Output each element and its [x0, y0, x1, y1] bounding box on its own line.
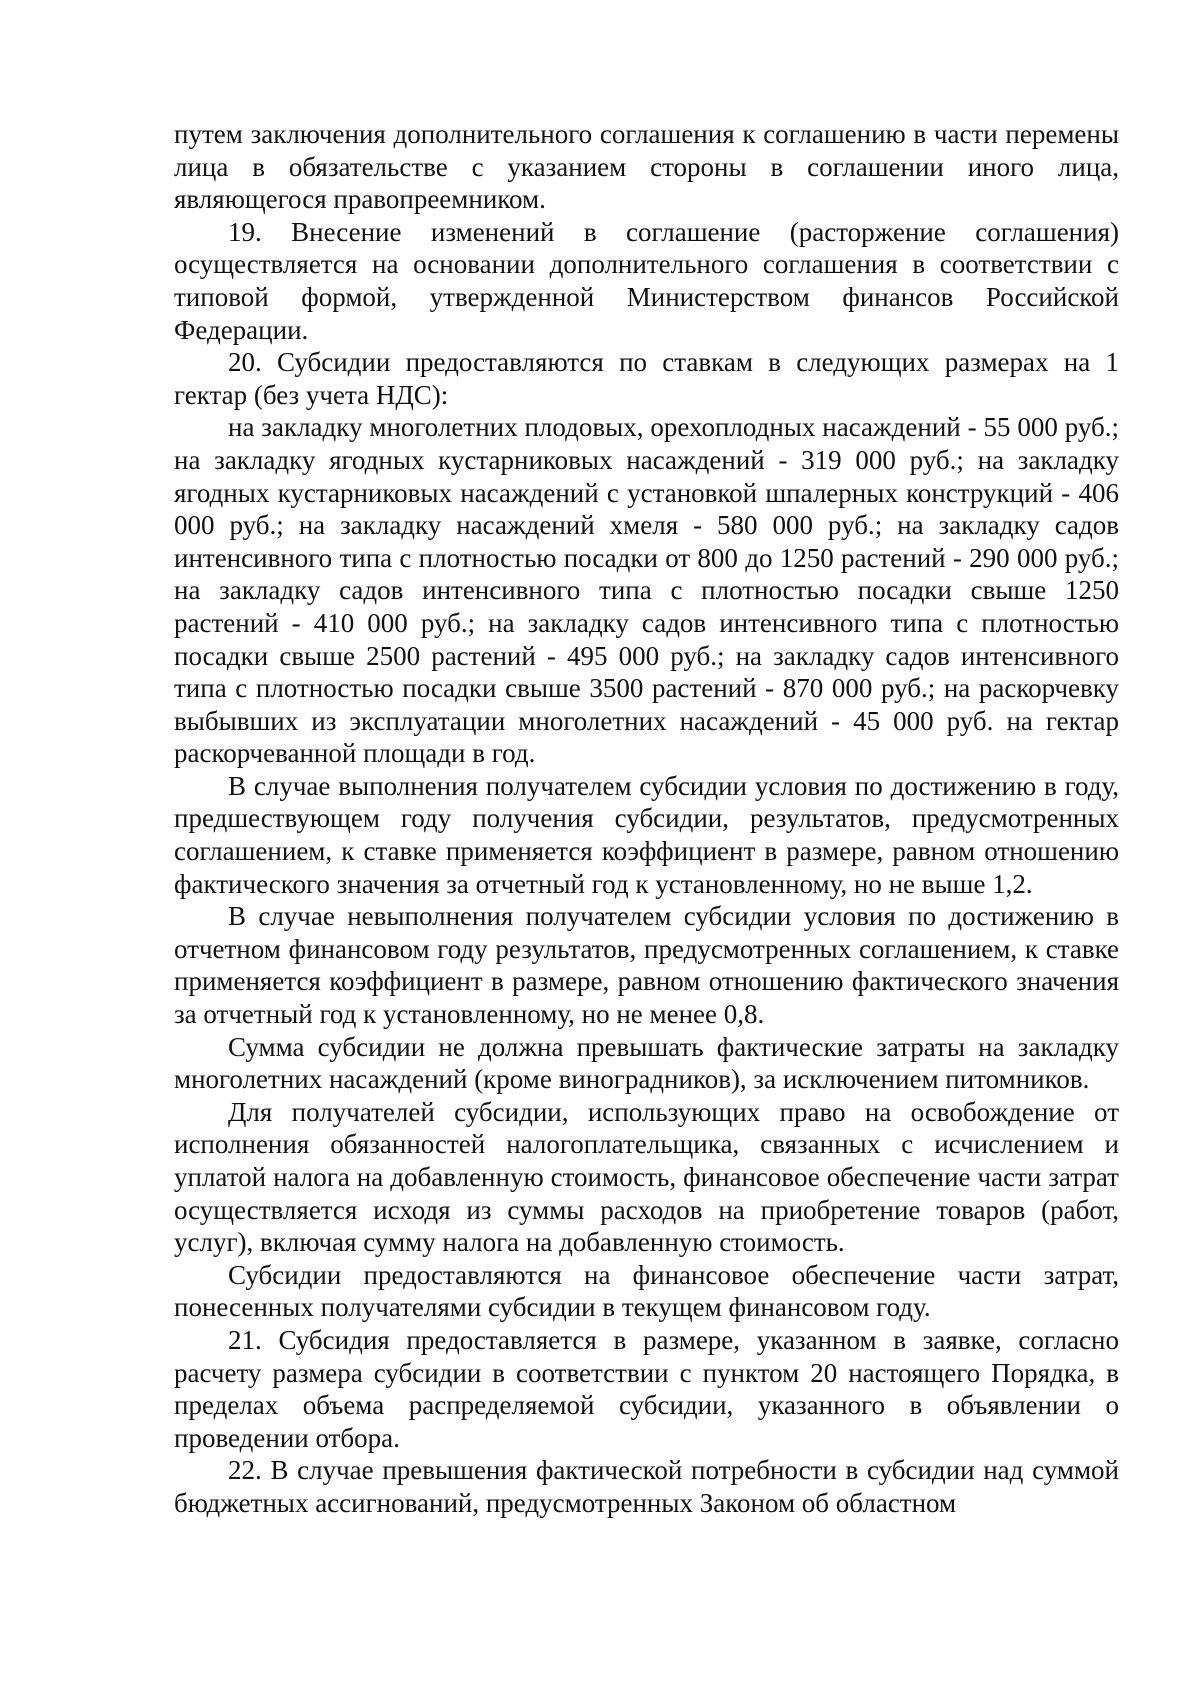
- document-body: [174, 118, 1119, 1520]
- paragraph-rates: на закладку многолетних плодовых, орехоплодных насаждений - 55 000 руб.; на закладку ягодных кустарниковых насаждений - 319 000 руб.; на закладку ягодных кустарниковых насаждений с установкой шпалерных конструкций - 406 000 руб.; на закладку насаждений хмеля - 580 000 руб.; на закладку садов интенсивного типа с плотностью посадки от 800 до 1250 растений - 290 000 руб.; на закладку садов интенсивного типа с плотностью посадки свыше 1250 растений - 410 000 руб.; на закладку садов интенсивного типа с плотностью посадки свыше 2500 растений - 495 000 руб.; на закладку садов интенсивного типа с плотностью посадки свыше 3500 растений - 870 000 руб.; на раскорчевку выбывших из эксплуатации многолетних насаждений - 45 000 руб. на гектар раскорчеванной площади в год.: [174, 412, 1119, 769]
- paragraph-coefficient-max: В случае выполнения получателем субсидии условия по достижению в году, предшествующем году получения субсидии, результатов, предусмотренных соглашением, к ставке применяется коэффициент в размере, равном отношению фактического значения за отчетный год к установленному, но не выше 1,2.: [174, 770, 1119, 899]
- paragraph-coefficient-min: В случае невыполнения получателем субсидии условия по достижению в отчетном финансовом году результатов, предусмотренных соглашением, к ставке применяется коэффициент в размере, равном отношению фактического значения за отчетный год к установленному, но не менее 0,8.: [174, 901, 1119, 1030]
- paragraph-vat-exemption: Для получателей субсидии, использующих право на освобождение от исполнения обязанностей налогоплательщика, связанных с исчислением и уплатой налога на добавленную стоимость, финансовое обеспечение части затрат осуществляется исходя из суммы расходов на приобретение товаров (работ, услуг), включая сумму налога на добавленную стоимость.: [174, 1096, 1119, 1258]
- paragraph-continuation: путем заключения дополнительного соглашения к соглашению в части перемены лица в обязательстве с указанием стороны в соглашении иного лица, являющегося правопреемником.: [174, 119, 1119, 215]
- paragraph-clause-19: 19. Внесение изменений в соглашение (расторжение соглашения) осуществляется на основании дополнительного соглашения в соответствии с типовой формой, утвержденной Министерством финансов Российской Федерации.: [174, 216, 1119, 345]
- paragraph-current-year: Субсидии предоставляются на финансовое обеспечение части затрат, понесенных получателями субсидии в текущем финансовом году.: [174, 1259, 1119, 1323]
- paragraph-subsidy-limit: Сумма субсидии не должна превышать фактические затраты на закладку многолетних насаждений (кроме виноградников), за исключением питомников.: [174, 1031, 1119, 1095]
- paragraph-clause-21: 21. Субсидия предоставляется в размере, указанном в заявке, согласно расчету размера субсидии в соответствии с пунктом 20 настоящего Порядка, в пределах объема распределяемой субсидии, указанного в объявлении о проведении отбора.: [174, 1324, 1119, 1453]
- paragraph-clause-20: 20. Субсидии предоставляются по ставкам в следующих размерах на 1 гектар (без учета НДС):: [174, 347, 1119, 410]
- paragraph-clause-22: 22. В случае превышения фактической потребности в субсидии над суммой бюджетных ассигнований, предусмотренных Законом об областном: [174, 1455, 1119, 1518]
